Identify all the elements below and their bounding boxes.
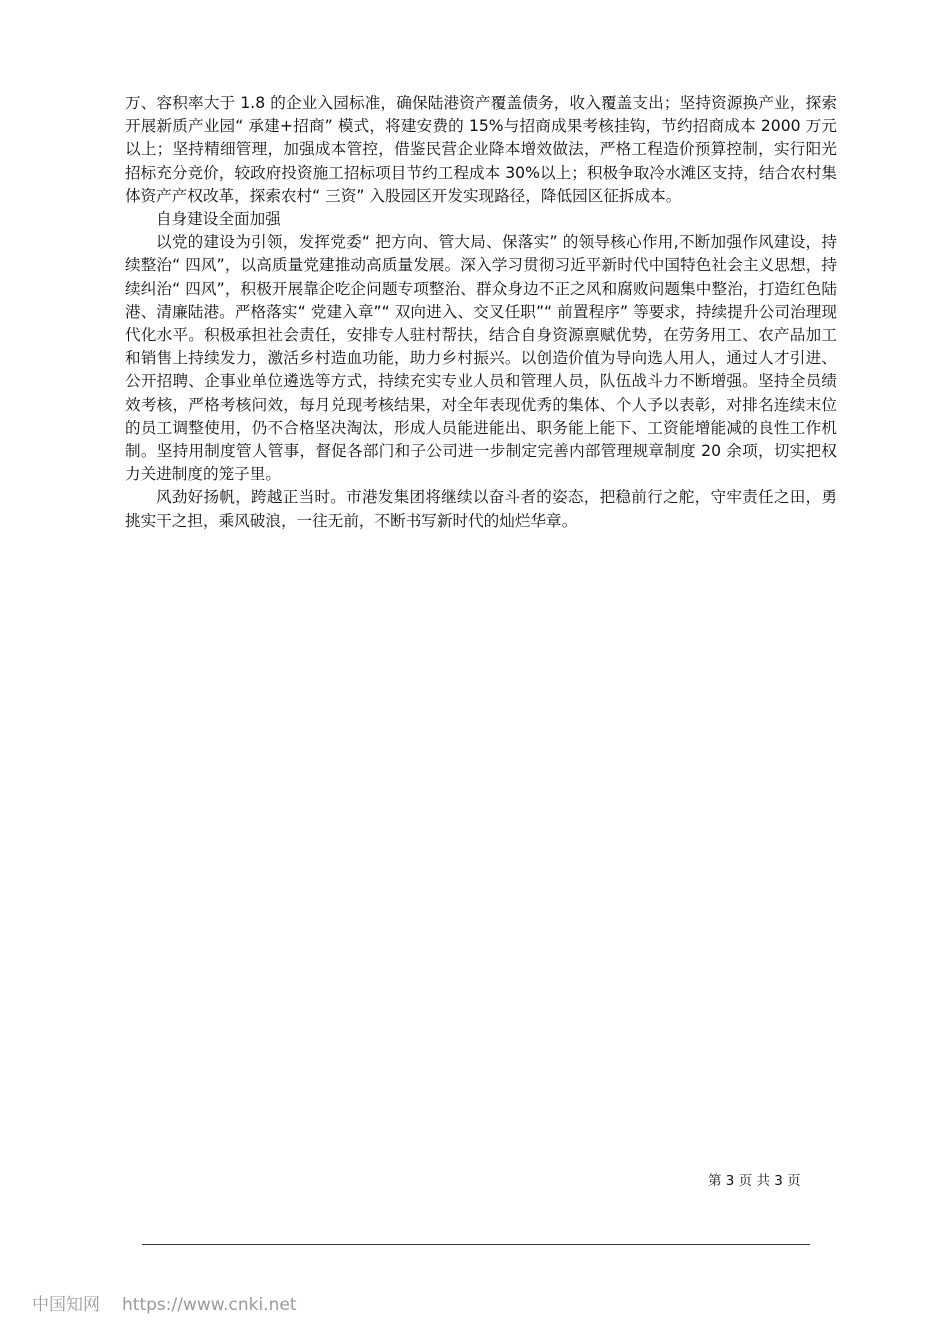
document-body bbox=[125, 92, 837, 533]
watermark-url: https://www.cnki.net bbox=[122, 1295, 297, 1315]
section-heading-self-construction: 自身建设全面加强 bbox=[156, 210, 281, 229]
watermark bbox=[32, 1294, 296, 1316]
watermark-brand: 中国知网 bbox=[32, 1295, 100, 1315]
paragraph-land-cost: 万、容积率大于 1.8 的企业入园标准，确保陆港资产覆盖债务，收入覆盖支出；坚持资源换产业，探索开展新质产业园“ 承建+招商” 模式，将建安费的 15%与招商成果考核挂钩，节约招商成本 2000 万元以上；坚持精细管理，加强成本管控，借鉴民营企业降本增效做法，严格工程造价预算控制，实行阳光招标充分竞价，较政府投资施工招标项目节约工程成本 30%以上；积极争取冷水滩区支持，结合农村集体资产产权改革，探索农村“ 三资” 入股园区开发实现路径，降低园区征拆成本。 bbox=[125, 94, 837, 205]
paragraph-party-building: 以党的建设为引领，发挥党委“ 把方向、管大局、保落实” 的领导核心作用,不断加强作风建设，持续整治“ 四风”，以高质量党建推动高质量发展。深入学习贯彻习近平新时代中国特色社会主义思想，持续纠治“ 四风”，积极开展靠企吃企问题专项整治、群众身边不正之风和腐败问题集中整治，打造红色陆港、清廉陆港。严格落实“ 党建入章”“ 双向进入、交叉任职”“ 前置程序” 等要求，持续提升公司治理现代化水平。积极承担社会责任，安排专人驻村帮扶，结合自身资源禀赋优势，在劳务用工、农产品加工和销售上持续发力，激活乡村造血功能，助力乡村振兴。以创造价值为导向选人用人，通过人才引进、公开招聘、企事业单位遴选等方式，持续充实专业人员和管理人员，队伍战斗力不断增强。坚持全员绩效考核，严格考核问效，每月兑现考核结果，对全年表现优秀的集体、个人予以表彰，对排名连续末位的员工调整使用，仍不合格坚决淘汰，形成人员能进能出、职务能上能下、工资能增能减的良性工作机制。坚持用制度管人管事，督促各部门和子公司进一步制定完善内部管理规章制度 20 余项，切实把权力关进制度的笼子里。 bbox=[125, 233, 837, 484]
paragraph-closing: 风劲好扬帆，跨越正当时。市港发集团将继续以奋斗者的姿态，把稳前行之舵，守牢责任之田，勇挑实干之担，乘风破浪，一往无前，不断书写新时代的灿烂华章。 bbox=[125, 488, 837, 530]
footer-divider bbox=[142, 1244, 810, 1245]
page-number: 第 3 页 共 3 页 bbox=[708, 1173, 801, 1189]
